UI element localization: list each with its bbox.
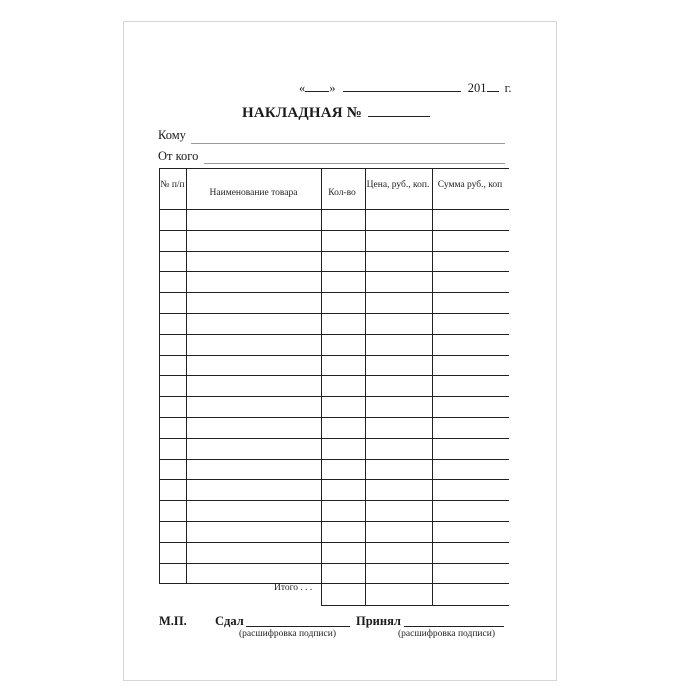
received-signature-line[interactable] <box>404 626 504 627</box>
table-row-divider <box>159 417 509 418</box>
total-row-bottom-border <box>321 605 509 606</box>
table-row-divider <box>159 271 509 272</box>
table-top-border <box>159 168 509 169</box>
table-column-divider <box>365 168 366 583</box>
table-row-divider <box>159 563 509 564</box>
col-header-qty: Кол-во <box>328 188 356 198</box>
table-row-divider <box>159 251 509 252</box>
table-row-divider <box>159 583 509 584</box>
table-row-divider <box>159 438 509 439</box>
table-column-divider <box>321 168 322 583</box>
table-row-divider <box>159 230 509 231</box>
table-row-divider <box>159 521 509 522</box>
col-header-number: № п/п <box>160 180 185 190</box>
date-line <box>299 80 511 96</box>
document-title <box>242 103 430 122</box>
total-label: Итого . . . <box>274 583 313 593</box>
day-blank[interactable] <box>305 80 329 92</box>
received-signature-hint: (расшифровка подписи) <box>398 629 495 639</box>
table-row-divider <box>159 292 509 293</box>
table-row-divider <box>159 375 509 376</box>
col-header-sum: Сумма руб., коп <box>437 180 503 190</box>
date-open-quote: « <box>299 81 306 95</box>
table-row-divider <box>159 355 509 356</box>
to-field[interactable] <box>191 143 505 144</box>
month-blank[interactable] <box>343 80 461 92</box>
col-header-price: Цена, руб., коп. <box>366 180 430 190</box>
table-header-divider <box>159 209 509 210</box>
to-label: Кому <box>158 128 186 142</box>
total-sum-left-divider <box>432 583 433 605</box>
from-label: От кого <box>158 149 199 163</box>
table-row-divider <box>159 542 509 543</box>
year-prefix: 201 <box>467 81 487 95</box>
year-suffix: г. <box>504 81 512 95</box>
date-close-quote: » <box>329 81 336 95</box>
table-column-divider <box>432 168 433 583</box>
total-price-left-divider <box>365 583 366 605</box>
table-row-divider <box>159 334 509 335</box>
title-text: НАКЛАДНАЯ № <box>242 105 363 121</box>
invoice-number-blank[interactable] <box>368 103 430 117</box>
year-blank[interactable] <box>487 80 499 92</box>
table-column-divider <box>186 168 187 583</box>
col-header-name: Наименование товара <box>209 188 298 198</box>
invoice-form-sheet <box>123 21 557 681</box>
table-row-divider <box>159 500 509 501</box>
stamp-label: М.П. <box>159 614 187 628</box>
handed-over-signature-hint: (расшифровка подписи) <box>239 629 336 639</box>
table-row-divider <box>159 396 509 397</box>
table-row-divider <box>159 459 509 460</box>
handed-over-signature-line[interactable] <box>246 626 350 627</box>
received-label: Принял <box>356 614 401 628</box>
total-qty-left-divider <box>321 583 322 605</box>
table-row-divider <box>159 479 509 480</box>
table-left-border <box>159 168 160 583</box>
from-field[interactable] <box>204 163 505 164</box>
table-row-divider <box>159 313 509 314</box>
handed-over-label: Сдал <box>215 614 244 628</box>
